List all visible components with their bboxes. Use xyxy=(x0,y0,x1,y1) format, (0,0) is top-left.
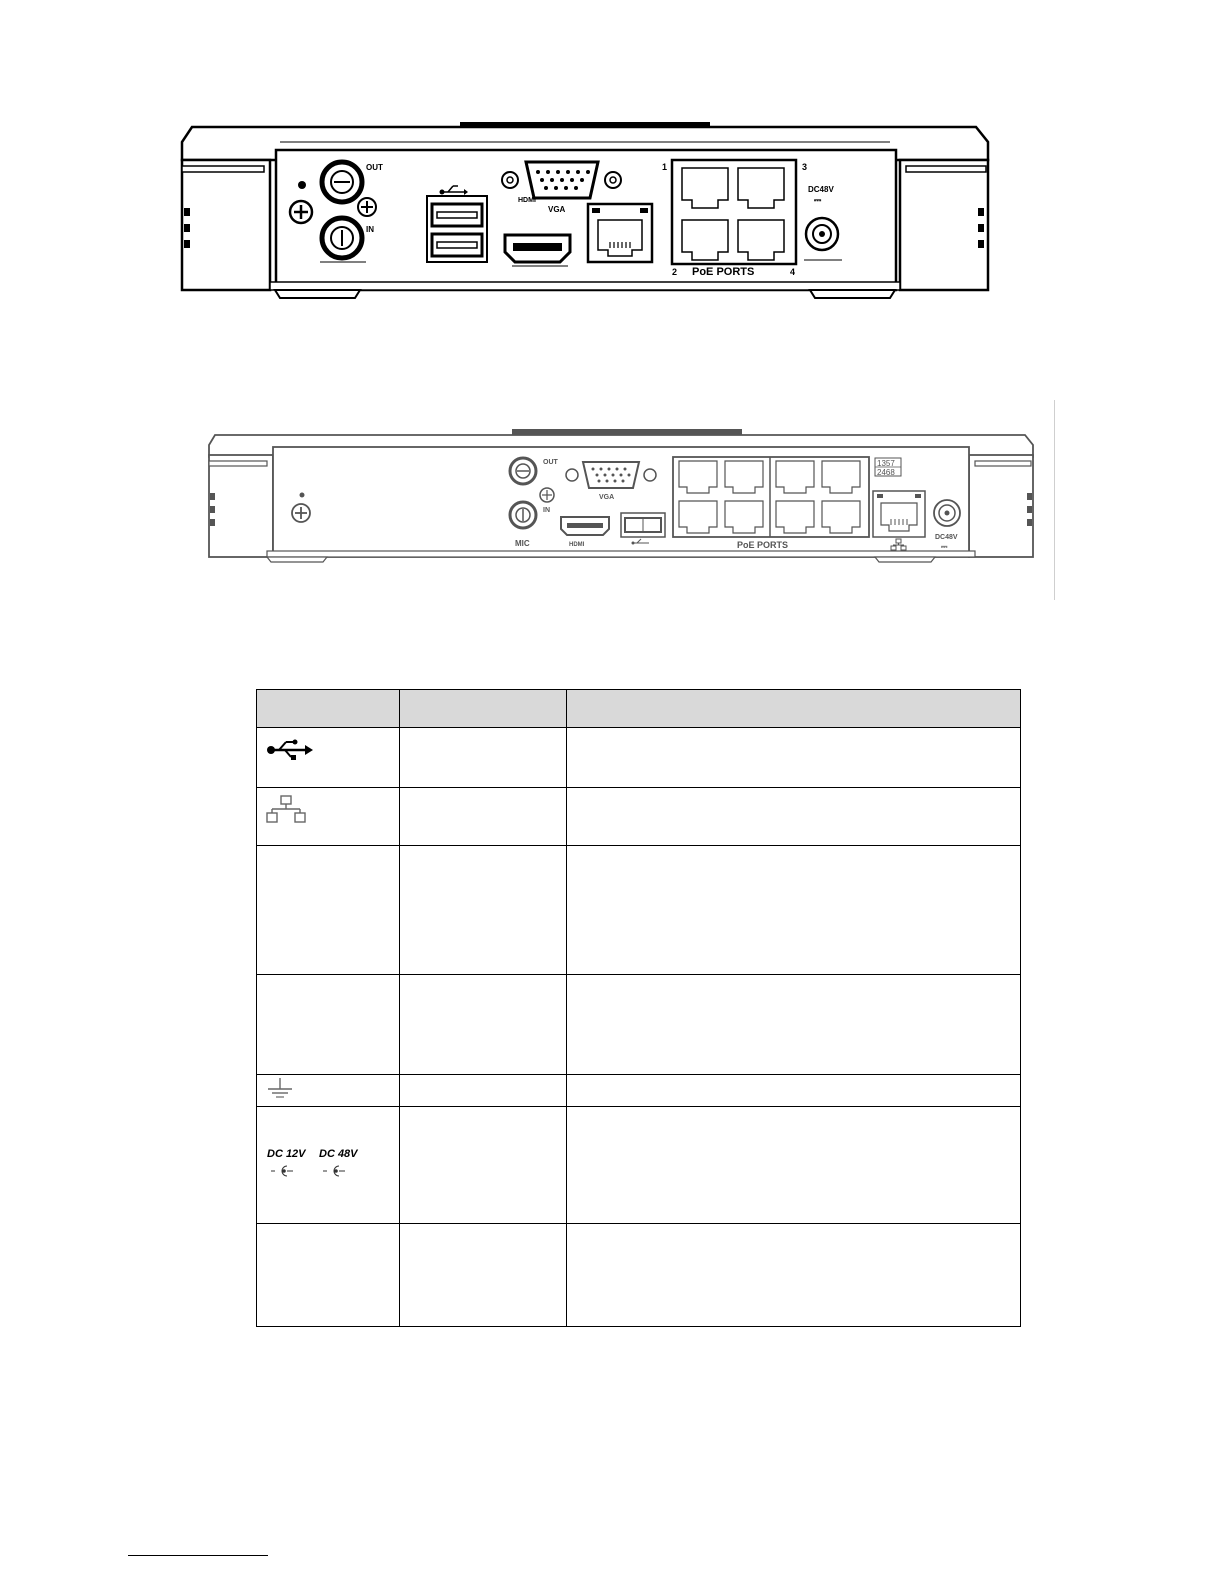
header-port-name xyxy=(400,690,567,728)
function-cell xyxy=(567,1107,1021,1224)
table-row xyxy=(257,788,1021,846)
icon-cell xyxy=(257,1224,400,1327)
ground-screw xyxy=(290,201,312,223)
port-name-cell xyxy=(400,728,567,788)
audio-out-connector xyxy=(322,162,362,202)
audio-in-connector xyxy=(322,218,362,258)
network-icon xyxy=(265,794,309,826)
icon-cell xyxy=(257,975,400,1075)
power-label: DC48V xyxy=(808,185,834,194)
led-indicator xyxy=(298,181,306,189)
table-row xyxy=(257,1075,1021,1107)
led-indicator xyxy=(300,493,305,498)
header-function xyxy=(567,690,1021,728)
audio-out-label: OUT xyxy=(366,163,383,172)
table-row xyxy=(257,1224,1021,1327)
device-rear-panel-4poe xyxy=(180,120,990,305)
dc-power-jack xyxy=(934,500,960,526)
power-symbol: ⎓ xyxy=(941,542,948,551)
port-map-top: 1357 xyxy=(877,459,895,468)
hdmi-port xyxy=(561,517,609,535)
port-name-cell xyxy=(400,1107,567,1224)
function-cell xyxy=(567,788,1021,846)
port-name-cell xyxy=(400,975,567,1075)
audio-in-label: IN xyxy=(366,225,374,234)
vga-label: VGA xyxy=(599,494,615,501)
footnote-separator xyxy=(128,1555,268,1556)
table-header-row xyxy=(257,690,1021,728)
table-row xyxy=(257,846,1021,975)
screw xyxy=(358,198,376,216)
port-map-bottom: 2468 xyxy=(877,468,895,477)
table-row xyxy=(257,975,1021,1075)
function-cell xyxy=(567,1075,1021,1107)
function-cell xyxy=(567,846,1021,975)
lan-port xyxy=(588,204,652,262)
function-cell xyxy=(567,1224,1021,1327)
poe-port-1-label: 1 xyxy=(662,162,668,172)
port-name-cell xyxy=(400,788,567,846)
svg-text:DC 48V: DC 48V xyxy=(319,1147,358,1160)
port-name-cell xyxy=(400,846,567,975)
power-symbol: ⎓ xyxy=(814,195,822,205)
audio-in-label: IN xyxy=(543,507,550,514)
port-number-map xyxy=(875,458,901,477)
poe-port-3-label: 3 xyxy=(802,162,808,172)
port-name-cell xyxy=(400,1224,567,1327)
icon-cell xyxy=(257,1075,400,1107)
ground-icon xyxy=(265,1077,295,1101)
device-rear-panel-8poe xyxy=(207,425,1035,565)
icon-cell xyxy=(257,788,400,846)
icon-cell xyxy=(257,846,400,975)
poe-port-4-label: 4 xyxy=(790,267,796,277)
port-description-table xyxy=(256,689,1021,1327)
icon-cell xyxy=(257,728,400,788)
poe-ports-label: PoE PORTS xyxy=(692,266,755,278)
function-cell xyxy=(567,975,1021,1075)
hdmi-label: HDMI xyxy=(569,542,585,548)
usb-ports xyxy=(427,196,487,262)
ground-screw xyxy=(292,504,310,522)
hdmi-port xyxy=(505,235,570,262)
usb-port xyxy=(621,513,665,537)
poe-ports-label: PoE PORTS xyxy=(737,540,789,550)
poe-port-2-label: 2 xyxy=(672,267,678,277)
icon-cell xyxy=(257,1107,400,1224)
function-cell xyxy=(567,728,1021,788)
table-row xyxy=(257,1107,1021,1224)
hdmi-label: HDMI xyxy=(518,197,536,204)
usb-icon xyxy=(265,734,315,764)
mic-label: MIC xyxy=(515,539,530,548)
dc-power-icon xyxy=(265,1144,385,1184)
svg-text:DC 12V: DC 12V xyxy=(267,1147,306,1160)
header-icon xyxy=(257,690,400,728)
lan-port xyxy=(873,491,925,537)
dc-power-jack xyxy=(806,218,838,250)
poe-ports xyxy=(672,160,796,264)
audio-out-connector xyxy=(510,458,536,484)
port-name-cell xyxy=(400,1075,567,1107)
table-row xyxy=(257,728,1021,788)
vga-label: VGA xyxy=(548,205,566,214)
audio-out-label: OUT xyxy=(543,459,558,466)
power-label: DC48V xyxy=(935,534,958,541)
audio-in-connector xyxy=(510,502,536,528)
poe-ports xyxy=(673,457,869,537)
image-border-line xyxy=(1054,400,1055,600)
